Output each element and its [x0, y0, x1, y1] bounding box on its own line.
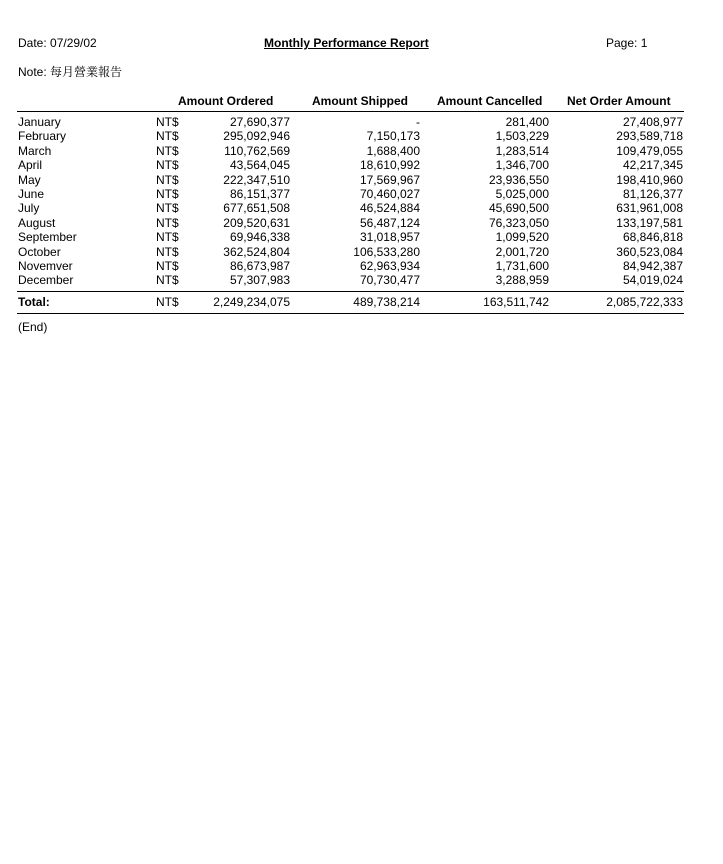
month-label: Novemver — [18, 258, 73, 273]
amount-ordered-cell: 86,673,987 — [229, 258, 290, 273]
total-label: Total: — [18, 295, 50, 309]
table-row — [0, 158, 723, 172]
currency-cell: NT$ — [156, 158, 179, 173]
currency-cell: NT$ — [156, 273, 179, 288]
table-row — [0, 187, 723, 201]
net-order-amount-cell: 84,942,387 — [622, 258, 683, 273]
total-currency: NT$ — [156, 295, 179, 309]
amount-cancelled-cell: 281,400 — [505, 115, 549, 129]
amount-cancelled-cell: 1,346,700 — [495, 158, 549, 173]
amount-shipped-cell: 46,524,884 — [359, 201, 420, 216]
amount-cancelled-cell: 5,025,000 — [495, 186, 549, 201]
report-date: Date: 07/29/02 — [18, 36, 97, 50]
net-order-amount-cell: 631,961,008 — [616, 201, 683, 216]
amount-cancelled-cell: 45,690,500 — [488, 201, 549, 216]
amount-shipped-cell: 31,018,957 — [359, 230, 420, 245]
table-row — [0, 230, 723, 244]
column-header-amount-ordered: Amount Ordered — [178, 94, 274, 108]
net-order-amount-cell: 133,197,581 — [616, 215, 683, 230]
total-row — [0, 295, 723, 309]
amount-cancelled-cell: 1,503,229 — [495, 129, 549, 144]
currency-cell: NT$ — [156, 143, 179, 158]
amount-cancelled-cell: 76,323,050 — [488, 215, 549, 230]
amount-ordered-cell: 209,520,631 — [223, 215, 290, 230]
amount-shipped-cell: 1,688,400 — [366, 143, 420, 158]
amount-shipped-cell: 106,533,280 — [353, 244, 420, 259]
amount-shipped-cell: 7,150,173 — [366, 129, 420, 144]
currency-cell: NT$ — [156, 201, 179, 216]
net-order-amount-cell: 81,126,377 — [622, 186, 683, 201]
amount-cancelled-cell: 1,283,514 — [495, 143, 549, 158]
monthly-rows — [0, 115, 723, 288]
amount-cancelled-cell: 1,731,600 — [495, 258, 549, 273]
table-row — [0, 144, 723, 158]
amount-shipped-cell: 17,569,967 — [359, 172, 420, 187]
total-net-order-amount: 2,085,722,333 — [606, 295, 683, 309]
amount-ordered-cell: 27,690,377 — [229, 115, 290, 129]
table-row — [0, 201, 723, 215]
column-header-amount-cancelled: Amount Cancelled — [437, 94, 543, 108]
report-title: Monthly Performance Report — [264, 36, 429, 50]
amount-ordered-cell: 110,762,569 — [224, 143, 290, 158]
end-marker: (End) — [18, 320, 48, 334]
currency-cell: NT$ — [156, 172, 179, 187]
total-divider — [17, 291, 684, 292]
amount-shipped-cell: 70,730,477 — [359, 273, 420, 288]
table-row — [0, 273, 723, 287]
month-label: January — [18, 115, 61, 129]
net-order-amount-cell: 360,523,084 — [616, 244, 683, 259]
header-divider — [17, 111, 684, 112]
page-number: Page: 1 — [606, 36, 648, 50]
net-order-amount-cell: 27,408,977 — [622, 115, 683, 129]
column-header-net-order-amount: Net Order Amount — [567, 94, 671, 108]
currency-cell: NT$ — [156, 129, 179, 144]
amount-ordered-cell: 43,564,045 — [229, 158, 290, 173]
table-row — [0, 259, 723, 273]
amount-shipped-cell: 62,963,934 — [359, 258, 420, 273]
amount-ordered-cell: 362,524,804 — [223, 244, 290, 259]
net-order-amount-cell: 42,217,345 — [622, 158, 683, 173]
amount-ordered-cell: 677,651,508 — [223, 201, 290, 216]
amount-ordered-cell: 57,307,983 — [229, 273, 290, 288]
amount-shipped-cell: 70,460,027 — [359, 186, 420, 201]
net-order-amount-cell: 54,019,024 — [622, 273, 683, 288]
total-amount-shipped: 489,738,214 — [353, 295, 420, 309]
currency-cell: NT$ — [156, 230, 179, 245]
amount-cancelled-cell: 2,001,720 — [495, 244, 549, 259]
amount-shipped-cell: - — [416, 115, 420, 129]
amount-cancelled-cell: 3,288,959 — [495, 273, 549, 288]
total-amount-ordered: 2,249,234,075 — [213, 295, 290, 309]
amount-ordered-cell: 295,092,946 — [223, 129, 290, 144]
currency-cell: NT$ — [156, 115, 179, 129]
amount-shipped-cell: 56,487,124 — [359, 215, 420, 230]
month-label: December — [18, 273, 74, 288]
bottom-divider — [17, 313, 684, 314]
month-label: March — [18, 143, 52, 158]
amount-ordered-cell: 222,347,510 — [223, 172, 290, 187]
net-order-amount-cell: 198,410,960 — [616, 172, 683, 187]
month-label: February — [18, 129, 67, 144]
month-label: April — [18, 158, 43, 173]
table-row — [0, 173, 723, 187]
currency-cell: NT$ — [156, 244, 179, 259]
table-row — [0, 245, 723, 259]
total-amount-cancelled: 163,511,742 — [483, 295, 549, 309]
amount-ordered-cell: 69,946,338 — [229, 230, 290, 245]
month-label: May — [18, 172, 41, 187]
amount-cancelled-cell: 23,936,550 — [488, 172, 549, 187]
currency-cell: NT$ — [156, 215, 179, 230]
amount-shipped-cell: 18,610,992 — [359, 158, 420, 173]
net-order-amount-cell: 109,479,055 — [616, 143, 683, 158]
net-order-amount-cell: 293,589,718 — [616, 129, 683, 144]
net-order-amount-cell: 68,846,818 — [622, 230, 683, 245]
month-label: September — [18, 230, 77, 245]
month-label: August — [18, 215, 56, 230]
currency-cell: NT$ — [156, 258, 179, 273]
column-header-amount-shipped: Amount Shipped — [312, 94, 408, 108]
currency-cell: NT$ — [156, 186, 179, 201]
table-row — [0, 216, 723, 230]
month-label: October — [18, 244, 61, 259]
month-label: June — [18, 186, 45, 201]
table-row — [0, 129, 723, 143]
amount-ordered-cell: 86,151,377 — [229, 186, 290, 201]
report-note: Note: 每月營業報告 — [18, 65, 123, 79]
month-label: July — [18, 201, 40, 216]
amount-cancelled-cell: 1,099,520 — [495, 230, 549, 245]
table-row — [0, 115, 723, 129]
